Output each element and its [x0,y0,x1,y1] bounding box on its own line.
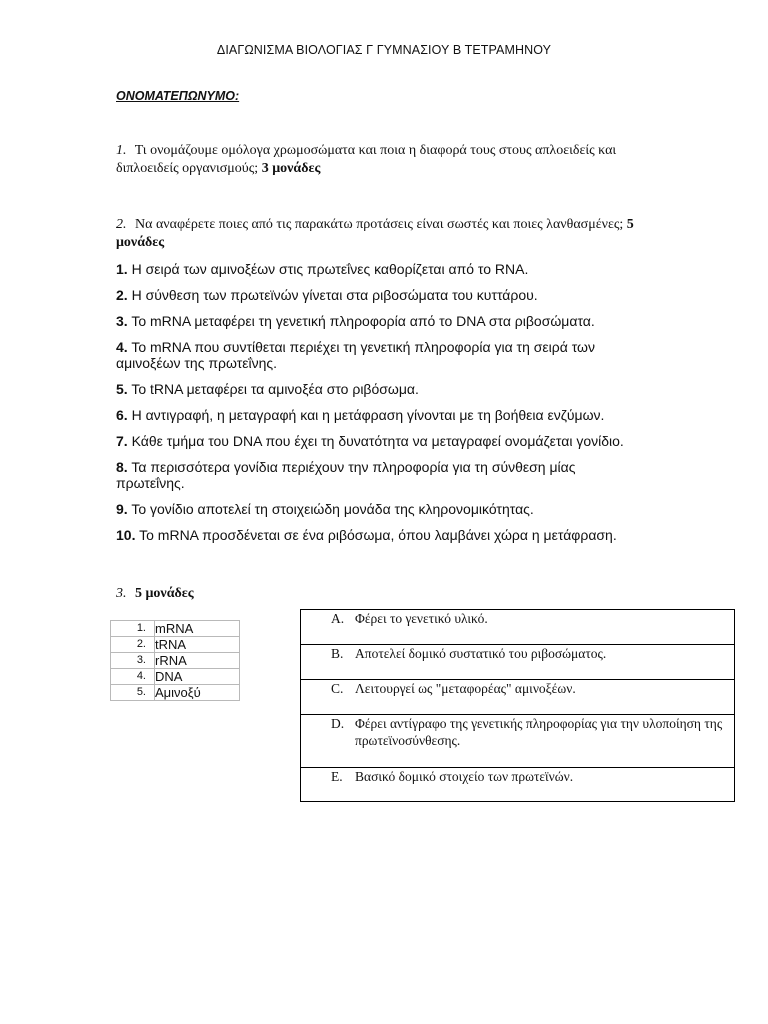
term-text: Αμινοξύ [155,685,240,701]
statement-number: 2. [116,287,128,303]
definition-letter: B. [331,646,344,661]
definition-cell [301,645,735,680]
term-row [111,621,240,637]
question-2-points: 5 μονάδες [116,217,634,250]
term-text: mRNA [155,621,240,637]
statement-number: 1. [116,261,128,277]
statement-text: Η σειρά των αμινοξέων στις πρωτεΐνες καθορίζεται από το RNA. [131,261,529,277]
question-1-points: 3 μονάδες [261,161,321,176]
question-2 [116,216,656,252]
statement-item [116,313,646,329]
statement-item [116,433,646,449]
definition-text: Φέρει το γενετικό υλικό. [355,611,488,626]
statement-number: 6. [116,407,128,423]
term-number: 1. [111,621,155,637]
term-number: 3. [111,653,155,669]
statement-item [116,407,646,423]
definition-row [301,768,735,802]
statement-number: 5. [116,381,128,397]
question-1-number: 1. [116,143,127,158]
student-name-label: ΟΝΟΜΑΤΕΠΩΝΥΜΟ: [116,89,240,103]
definition-row [301,680,735,715]
definition-letter: E. [331,769,343,784]
definition-letter: A. [331,611,345,626]
question-1 [116,142,656,178]
term-number: 5. [111,685,155,701]
term-row [111,685,240,701]
statement-item [116,501,646,517]
question-3 [116,586,194,602]
term-number: 4. [111,669,155,685]
definition-text: Λειτουργεί ως "μεταφορέας" αμινοξέων. [355,681,576,696]
statement-number: 7. [116,433,128,449]
statement-number: 10. [116,527,136,543]
statement-text: Η σύνθεση των πρωτεϊνών γίνεται στα ριβοσώματα του κυττάρου. [131,287,538,303]
statement-text: Κάθε τμήμα του DNA που έχει τη δυνατότητα να μεταγραφεί ονομάζεται γονίδιο. [131,433,624,449]
statement-item [116,527,646,543]
statement-item [116,261,646,277]
page-title: ΔΙΑΓΩΝΙΣΜΑ ΒΙΟΛΟΓΙΑΣ Γ ΓΥΜΝΑΣΙΟΥ Β ΤΕΤΡΑΜΗΝΟΥ [216,43,552,57]
question-3-number: 3. [116,586,127,601]
true-false-statements [116,261,646,553]
definition-cell [301,768,735,802]
definition-row [301,610,735,645]
term-row [111,669,240,685]
statement-item [116,339,646,371]
statement-text: Το mRNA που συντίθεται περιέχει τη γενετική πληροφορία για τη σειρά των αμινοξέων της πρωτεΐνης. [116,339,595,371]
definition-letter: C. [331,681,344,696]
definition-cell [301,715,735,768]
definition-cell [301,610,735,645]
definition-row [301,645,735,680]
statement-item [116,287,646,303]
definition-letter: D. [331,716,345,731]
statement-number: 4. [116,339,128,355]
statement-item [116,381,646,397]
definition-text: Φέρει αντίγραφο της γενετικής πληροφορίας για την υλοποίηση της πρωτεϊνοσύνθεσης. [355,716,723,748]
statement-number: 9. [116,501,128,517]
statement-text: Το mRNA προσδένεται σε ένα ριβόσωμα, όπου λαμβάνει χώρα η μετάφραση. [139,527,617,543]
question-2-number: 2. [116,217,127,232]
definitions-table [300,609,735,802]
definition-text: Αποτελεί δομικό συστατικό του ριβοσώματος. [355,646,607,661]
statement-item [116,459,646,491]
statement-text: Τα περισσότερα γονίδια περιέχουν την πληροφορία για τη σύνθεση μίας πρωτεΐνης. [116,459,576,491]
statement-text: Το mRNA μεταφέρει τη γενετική πληροφορία από το DNA στα ριβοσώματα. [131,313,595,329]
statement-text: Το γονίδιο αποτελεί τη στοιχειώδη μονάδα της κληρονομικότητας. [131,501,534,517]
statement-text: Η αντιγραφή, η μεταγραφή και η μετάφραση γίνονται με τη βοήθεια ενζύμων. [131,407,605,423]
definition-cell [301,680,735,715]
term-row [111,637,240,653]
term-text: tRNA [155,637,240,653]
term-number: 2. [111,637,155,653]
term-row [111,653,240,669]
statement-text: Το tRNA μεταφέρει τα αμινοξέα στο ριβόσωμα. [131,381,419,397]
definition-row [301,715,735,768]
question-3-points: 5 μονάδες [135,586,194,601]
definition-text: Βασικό δομικό στοιχείο των πρωτεϊνών. [355,769,574,784]
term-text: rRNA [155,653,240,669]
question-2-text: Να αναφέρετε ποιες από τις παρακάτω προτάσεις είναι σωστές και ποιες λανθασμένες; [135,217,624,232]
statement-number: 8. [116,459,128,475]
question-1-text: Τι ονομάζουμε ομόλογα χρωμοσώματα και ποια η διαφορά τους στους απλοειδείς και διπλοειδείς οργανισμούς; [116,143,617,176]
term-text: DNA [155,669,240,685]
statement-number: 3. [116,313,128,329]
terms-table [110,620,240,701]
